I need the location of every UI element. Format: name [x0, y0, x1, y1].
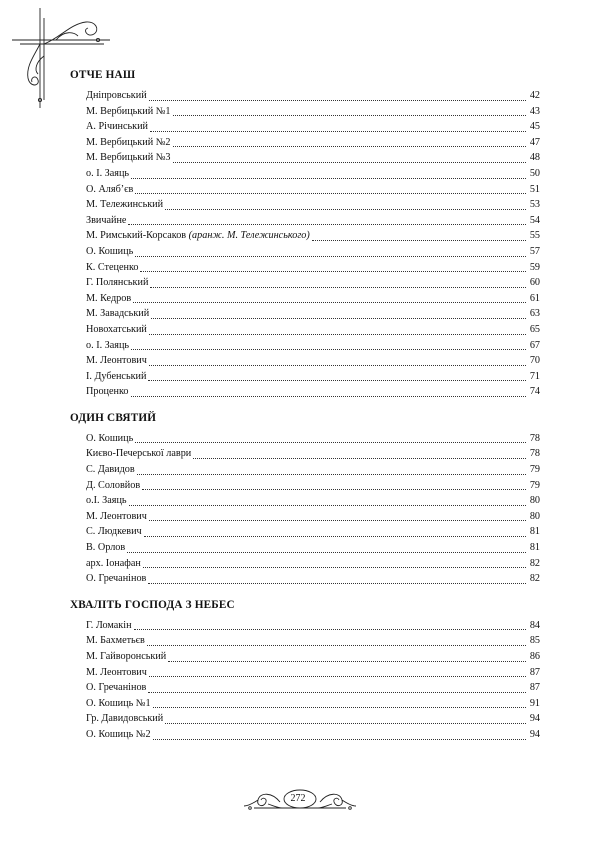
dot-leader [150, 287, 526, 288]
toc-entry[interactable] [86, 182, 540, 198]
entry-name: о. І. Заяць [86, 167, 130, 179]
toc-section [70, 66, 540, 400]
entry-page: 94 [529, 713, 540, 725]
entry-page: 85 [529, 635, 540, 647]
toc-entry[interactable] [86, 228, 540, 244]
dot-leader [149, 334, 526, 335]
toc-entry[interactable] [86, 509, 540, 525]
toc-entry[interactable] [86, 633, 540, 649]
toc-list [70, 431, 540, 587]
entry-name: М. Вербицький №3 [86, 152, 171, 164]
dot-leader [147, 645, 526, 646]
entry-page: 45 [529, 121, 540, 133]
entry-name: К. Стеценко [86, 261, 139, 273]
dot-leader [137, 474, 526, 475]
toc-entry[interactable] [86, 291, 540, 307]
dot-leader [173, 162, 526, 163]
dot-leader [135, 256, 526, 257]
entry-name: І. Дубенський [86, 370, 147, 382]
dot-leader [131, 349, 526, 350]
entry-name: М. Тележинський [86, 199, 164, 211]
dot-leader [133, 302, 526, 303]
dot-leader [149, 520, 526, 521]
toc-entry[interactable] [86, 571, 540, 587]
dot-leader [153, 707, 526, 708]
dot-leader [131, 396, 527, 397]
toc-entry[interactable] [86, 696, 540, 712]
toc-entry[interactable] [86, 727, 540, 743]
section-title: ХВАЛІТЬ ГОСПОДА З НЕБЕС [70, 598, 235, 611]
entry-page: 87 [529, 666, 540, 678]
entry-page: 71 [529, 370, 540, 382]
entry-name: Дніпровський [86, 90, 147, 101]
entry-page: 67 [529, 339, 540, 351]
entry-name: Києво-Печерської лаври [86, 448, 192, 460]
entry-page: 86 [529, 651, 540, 662]
entry-page: 91 [529, 697, 540, 709]
toc-entry[interactable] [86, 353, 540, 369]
toc-entry[interactable] [86, 446, 540, 462]
entry-page: 48 [529, 152, 540, 164]
toc-entry[interactable] [86, 665, 540, 681]
entry-name: Гр. Давидовський [86, 713, 164, 725]
entry-name: Новохатський [86, 323, 147, 335]
entry-page: 82 [529, 557, 540, 569]
entry-page: 79 [529, 464, 540, 476]
toc-list [70, 618, 540, 743]
dot-leader [127, 552, 526, 553]
dot-leader [149, 100, 526, 101]
dot-leader [165, 209, 526, 210]
toc-entry[interactable] [86, 213, 540, 229]
toc-entry[interactable] [86, 478, 540, 494]
dot-leader [131, 178, 526, 179]
entry-name: М. Вербицький №1 [86, 105, 171, 117]
page-number: 272 [290, 793, 306, 804]
dot-leader [135, 442, 526, 443]
entry-name: О. Аляб’єв [86, 183, 134, 195]
entry-author: М. Римський-Корсаков [86, 230, 187, 242]
dot-leader [144, 536, 526, 537]
entry-page: 53 [529, 199, 540, 211]
toc-entry[interactable] [86, 618, 540, 634]
toc-entry[interactable] [86, 150, 540, 166]
toc-entry[interactable] [86, 306, 540, 322]
dot-leader [140, 271, 526, 272]
entry-page: 80 [529, 510, 540, 522]
toc-entry[interactable] [86, 680, 540, 696]
entry-name: Д. Соловйов [86, 479, 141, 491]
entry-page: 84 [529, 619, 540, 631]
toc-entry[interactable] [86, 338, 540, 354]
toc-entry[interactable] [86, 384, 540, 400]
entry-page: 61 [529, 292, 540, 304]
entry-name: С. Людкевич [86, 526, 142, 538]
entry-name: М. Леонтович [86, 355, 147, 367]
entry-name: о.І. Заяць [86, 495, 127, 507]
toc-entry[interactable] [86, 166, 540, 182]
dot-leader [312, 240, 526, 241]
dot-leader [153, 739, 526, 740]
entry-page: 59 [529, 261, 540, 273]
dot-leader [148, 692, 526, 693]
entry-name: Звичайне [86, 214, 127, 226]
entry-name: М. Завадський [86, 308, 150, 320]
toc-entry[interactable] [86, 556, 540, 572]
toc-entry[interactable] [86, 711, 540, 727]
toc-entry[interactable] [86, 649, 540, 665]
section-title: ОТЧЕ НАШ [70, 69, 136, 81]
dot-leader [149, 365, 526, 366]
entry-page: 63 [529, 308, 540, 320]
toc-entry[interactable] [86, 524, 540, 540]
entry-name: О. Кошиць [86, 245, 134, 257]
entry-name: Г. Ломакін [86, 619, 132, 631]
entry-page: 43 [529, 105, 540, 117]
toc-entry[interactable] [86, 540, 540, 556]
entry-name: О. Гречанінов [86, 573, 147, 585]
entry-name: М. Кедров [86, 292, 132, 304]
entry-page: 57 [529, 245, 540, 257]
entry-page: 50 [529, 167, 540, 179]
entry-note: (аранж. М. Тележинського) [188, 230, 310, 242]
toc-entry[interactable] [86, 322, 540, 338]
dot-leader [148, 380, 526, 381]
entry-page: 78 [529, 432, 540, 444]
dot-leader [134, 629, 526, 630]
toc-entry[interactable] [86, 135, 540, 151]
dot-leader [168, 661, 526, 662]
entry-page: 81 [529, 542, 540, 554]
entry-name: А. Річинський [86, 121, 148, 133]
entry-name: о. І. Заяць [86, 339, 130, 351]
dot-leader [128, 224, 526, 225]
entry-page: 47 [529, 136, 540, 148]
table-of-contents [70, 66, 540, 752]
dot-leader [193, 458, 526, 459]
entry-name: М. Гайворонський [86, 651, 167, 662]
toc-entry[interactable] [86, 369, 540, 385]
dot-leader [148, 583, 526, 584]
entry-name: М. Леонтович [86, 666, 147, 678]
dot-leader [143, 567, 526, 568]
dot-leader [150, 131, 526, 132]
entry-page: 55 [529, 230, 540, 242]
entry-page: 94 [529, 728, 540, 740]
dot-leader [173, 115, 526, 116]
dot-leader [173, 146, 526, 147]
toc-entry[interactable] [86, 119, 540, 135]
toc-entry[interactable] [86, 197, 540, 213]
dot-leader [149, 676, 526, 677]
entry-name: О. Гречанінов [86, 682, 147, 694]
entry-name: Г. Полянський [86, 277, 149, 289]
entry-name: Проценко [86, 386, 129, 398]
toc-entry[interactable] [86, 260, 540, 276]
entry-name: О. Кошиць №1 [86, 697, 151, 709]
dot-leader [165, 723, 526, 724]
entry-name: О. Кошиць №2 [86, 728, 151, 740]
entry-name: С. Давидов [86, 464, 135, 476]
entry-page: 74 [529, 386, 540, 398]
entry-name: М. Бахметьєв [86, 635, 145, 647]
dot-leader [129, 505, 526, 506]
entry-name: М. Леонтович [86, 510, 147, 522]
entry-page: 65 [529, 323, 540, 335]
entry-name: М. Вербицький №2 [86, 136, 171, 148]
entry-page: 78 [529, 448, 540, 460]
entry-page: 81 [529, 526, 540, 538]
toc-entry[interactable] [86, 275, 540, 291]
toc-section [70, 409, 540, 587]
entry-page: 54 [529, 214, 540, 226]
toc-entry[interactable] [86, 462, 540, 478]
toc-entry[interactable] [86, 88, 540, 104]
entry-name: В. Орлов [86, 542, 126, 554]
section-title: ОДИН СВЯТИЙ [70, 411, 157, 424]
toc-section [70, 596, 540, 743]
entry-page: 70 [529, 355, 540, 367]
toc-entry[interactable] [86, 431, 540, 447]
entry-page: 42 [529, 90, 540, 101]
entry-page: 87 [529, 682, 540, 694]
toc-list [70, 88, 540, 400]
entry-page: 80 [529, 495, 540, 507]
entry-name [86, 228, 310, 244]
dot-leader [151, 318, 526, 319]
dot-leader [135, 193, 526, 194]
entry-name: арх. Іонафан [86, 557, 141, 569]
entry-page: 60 [529, 277, 540, 289]
dot-leader [142, 489, 526, 490]
toc-entry[interactable] [86, 244, 540, 260]
entry-page: 51 [529, 183, 540, 195]
toc-entry[interactable] [86, 104, 540, 120]
entry-page: 82 [529, 573, 540, 585]
toc-entry[interactable] [86, 493, 540, 509]
entry-page: 79 [529, 479, 540, 491]
entry-name: О. Кошиць [86, 432, 134, 444]
